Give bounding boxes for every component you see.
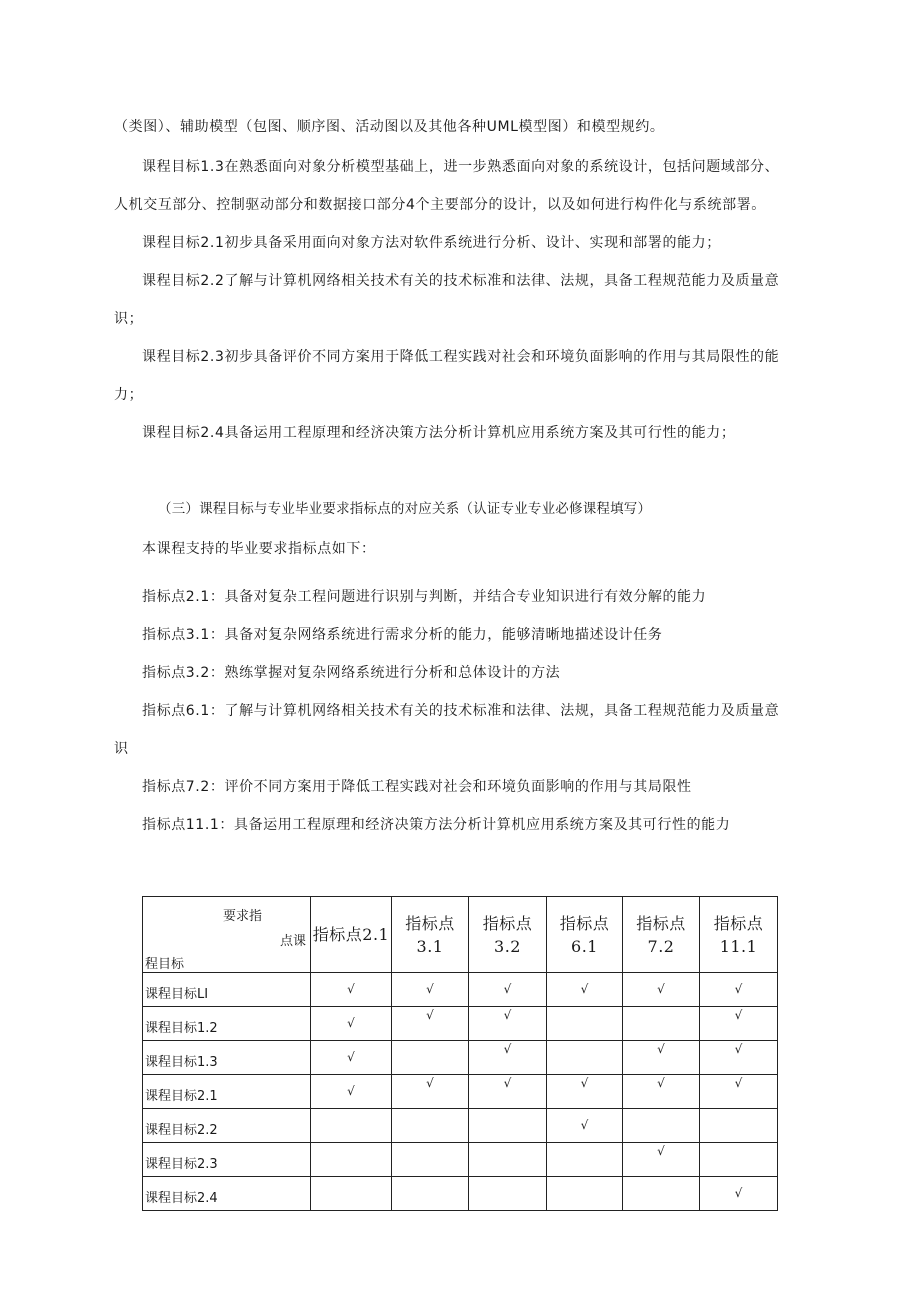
table-row [143, 1143, 778, 1177]
indicator-line: 指标点7.2：评价不同方案用于降低工程实践对社会和环境负面影响的作用与其局限性 [142, 779, 692, 795]
check-mark: √ [734, 1042, 743, 1056]
column-header: 指标点 3.1 [392, 897, 469, 973]
row-label: 课程目标2.2 [143, 1109, 311, 1143]
mapping-cell [311, 973, 392, 1007]
mapping-cell [469, 1109, 547, 1143]
mapping-cell [392, 973, 469, 1007]
mapping-cell [623, 973, 700, 1007]
mapping-cell [392, 1041, 469, 1075]
indicator-line: 指标点2.1：具备对复杂工程问题进行识别与判断，并结合专业知识进行有效分解的能力 [142, 589, 707, 605]
mapping-cell [392, 1177, 469, 1211]
check-mark: √ [426, 1076, 434, 1090]
mapping-cell [700, 1143, 778, 1177]
mapping-cell [469, 1177, 547, 1211]
objective-indicator-table [142, 896, 778, 1211]
check-mark: √ [734, 1008, 743, 1022]
check-mark: √ [503, 982, 512, 996]
intro-text: 本课程支持的毕业要求指标点如下： [142, 541, 376, 557]
table-row [143, 1007, 778, 1041]
paragraph-line: 力； [114, 387, 144, 403]
mapping-cell [469, 1041, 547, 1075]
paragraph-line: （类图）、辅助模型（包图、顺序图、活动图以及其他各种UML模型图）和模型规约。 [114, 119, 665, 135]
check-mark: √ [734, 982, 743, 996]
mapping-cell [700, 1177, 778, 1211]
mapping-cell [311, 1177, 392, 1211]
mapping-cell [700, 1041, 778, 1075]
mapping-cell [392, 1109, 469, 1143]
table-row [143, 1109, 778, 1143]
indicator-line: 指标点3.2：熟练掌握对复杂网络系统进行分析和总体设计的方法 [142, 665, 561, 681]
check-mark: √ [580, 1076, 589, 1090]
table-row [143, 1177, 778, 1211]
check-mark: √ [347, 1050, 355, 1064]
check-mark: √ [580, 1118, 589, 1132]
table-row [143, 1075, 778, 1109]
column-header: 指标点 6.1 [547, 897, 623, 973]
paragraph-line: 人机交互部分、控制驱动部分和数据接口部分4个主要部分的设计，以及如何进行构件化与系统部署。 [114, 197, 766, 213]
mapping-cell [547, 1007, 623, 1041]
row-label: 课程目标2.4 [143, 1177, 311, 1211]
column-header: 指标点 11.1 [700, 897, 778, 973]
mapping-cell [392, 1007, 469, 1041]
mapping-cell [311, 1143, 392, 1177]
row-label: 课程目标1.3 [143, 1041, 311, 1075]
mapping-cell [547, 1041, 623, 1075]
check-mark: √ [734, 1186, 743, 1200]
check-mark: √ [347, 1084, 355, 1098]
mapping-cell [469, 1143, 547, 1177]
mapping-cell [311, 1109, 392, 1143]
check-mark: √ [503, 1008, 512, 1022]
mapping-cell [392, 1075, 469, 1109]
indicator-line: 指标点3.1：具备对复杂网络系统进行需求分析的能力，能够清晰地描述设计任务 [142, 627, 663, 643]
check-mark: √ [657, 982, 665, 996]
row-label: 课程目标1.2 [143, 1007, 311, 1041]
check-mark: √ [347, 982, 355, 996]
paragraph-line: 课程目标2.1初步具备采用面向对象方法对软件系统进行分析、设计、实现和部署的能力； [142, 235, 721, 251]
mapping-cell [623, 1177, 700, 1211]
mapping-cell [700, 973, 778, 1007]
paragraph-line: 课程目标1.3在熟悉面向对象分析模型基础上，进一步熟悉面向对象的系统设计，包括问题域部分、 [142, 159, 780, 175]
mapping-cell [623, 1007, 700, 1041]
corner-label-middle: 点课 [279, 934, 306, 949]
paragraph-line: 识； [114, 311, 144, 327]
mapping-cell [700, 1007, 778, 1041]
check-mark: √ [347, 1016, 355, 1030]
row-label: 课程目标LI [143, 973, 311, 1007]
mapping-cell [311, 1041, 392, 1075]
column-header: 指标点 3.2 [469, 897, 547, 973]
check-mark: √ [426, 982, 434, 996]
mapping-cell [547, 973, 623, 1007]
table-row [143, 1041, 778, 1075]
mapping-cell [623, 1109, 700, 1143]
paragraph-line: 课程目标2.3初步具备评价不同方案用于降低工程实践对社会和环境负面影响的作用与其局限性的能 [142, 349, 780, 365]
indicator-line: 识 [114, 741, 129, 757]
mapping-cell [469, 1075, 547, 1109]
table-header-row [143, 897, 778, 973]
table-row [143, 973, 778, 1007]
check-mark: √ [657, 1076, 665, 1090]
column-header: 指标点 7.2 [623, 897, 700, 973]
check-mark: √ [657, 1042, 665, 1056]
mapping-cell [311, 1007, 392, 1041]
check-mark: √ [503, 1042, 512, 1056]
mapping-cell [623, 1075, 700, 1109]
check-mark: √ [426, 1008, 434, 1022]
mapping-cell [311, 1075, 392, 1109]
mapping-cell [547, 1177, 623, 1211]
check-mark: √ [503, 1076, 512, 1090]
row-label: 课程目标2.3 [143, 1143, 311, 1177]
mapping-cell [700, 1075, 778, 1109]
corner-header-cell [143, 897, 311, 973]
corner-label-bottom: 程目标 [145, 957, 185, 972]
mapping-cell [623, 1143, 700, 1177]
row-label: 课程目标2.1 [143, 1075, 311, 1109]
indicator-line: 指标点11.1：具备运用工程原理和经济决策方法分析计算机应用系统方案及其可行性的能力 [142, 817, 731, 833]
column-header: 指标点2.1 [311, 897, 392, 973]
check-mark: √ [580, 982, 589, 996]
check-mark: √ [657, 1144, 665, 1158]
mapping-cell [547, 1109, 623, 1143]
paragraph-line: 课程目标2.2了解与计算机网络相关技术有关的技术标准和法律、法规，具备工程规范能力及质量意 [142, 273, 780, 289]
indicator-line: 指标点6.1：了解与计算机网络相关技术有关的技术标准和法律、法规，具备工程规范能力及质量意 [142, 703, 780, 719]
corner-label-top: 要求指 [223, 909, 263, 924]
mapping-cell [623, 1041, 700, 1075]
paragraph-line: 课程目标2.4具备运用工程原理和经济决策方法分析计算机应用系统方案及其可行性的能力； [142, 425, 736, 441]
mapping-cell [700, 1109, 778, 1143]
mapping-cell [469, 1007, 547, 1041]
check-mark: √ [734, 1076, 743, 1090]
section-heading: （三）课程目标与专业毕业要求指标点的对应关系（认证专业专业必修课程填写） [158, 501, 652, 517]
mapping-cell [547, 1143, 623, 1177]
mapping-cell [469, 973, 547, 1007]
mapping-cell [547, 1075, 623, 1109]
mapping-cell [392, 1143, 469, 1177]
